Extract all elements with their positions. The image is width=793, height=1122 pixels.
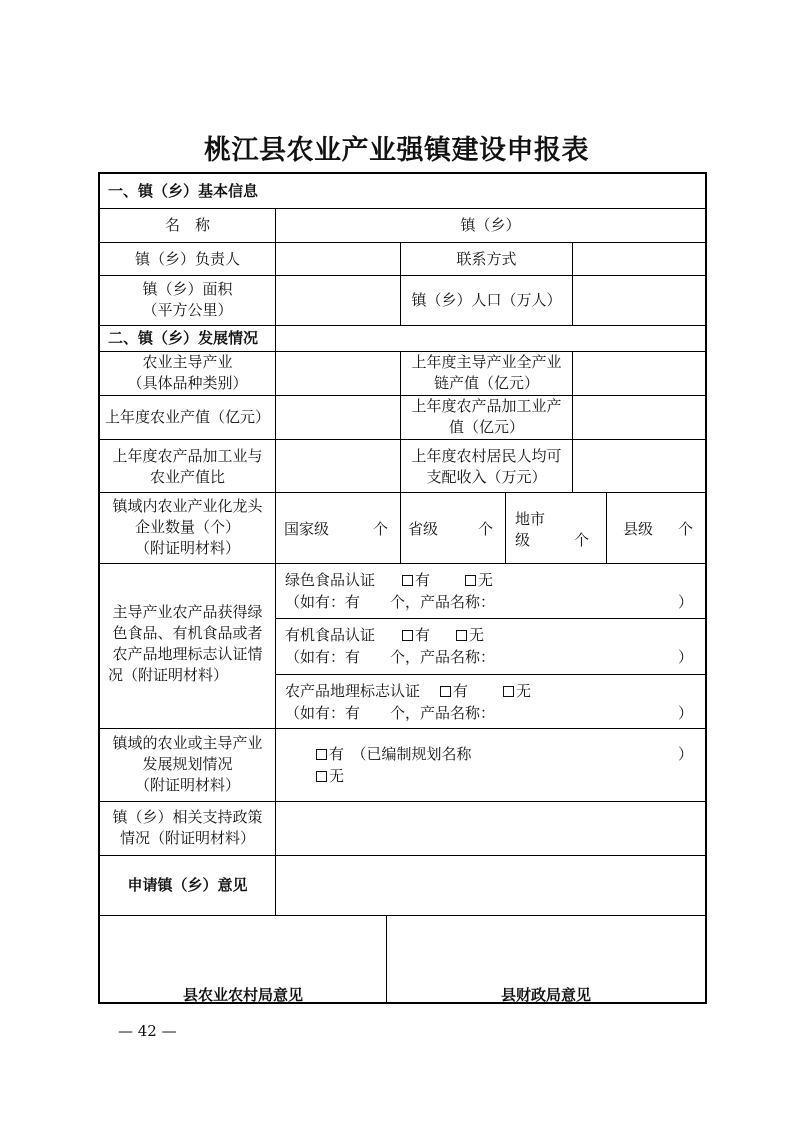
processing-output-sub: 值（亿元）	[448, 418, 524, 436]
row-divider	[100, 208, 705, 209]
form-title: 桃江县农业产业强镇建设申报表	[204, 135, 589, 166]
section-heading-development: 二、镇（乡）发展情况	[108, 329, 259, 347]
col-divider	[275, 208, 276, 915]
checkbox-icon[interactable]	[503, 686, 514, 697]
leading-enterprise-label: 镇域内农业产业化龙头	[112, 497, 263, 515]
dev-plan-label-2: 发展规划情况	[142, 755, 233, 773]
close-paren: ）	[678, 648, 694, 666]
dev-plan-yes-option[interactable]: 有 （已编制规划名称	[316, 744, 472, 765]
town-label: 镇（乡）	[460, 216, 521, 234]
national-unit: 个	[373, 520, 389, 538]
agri-bureau-opinion-label: 县农业农村局意见	[182, 986, 303, 1004]
chain-value-sub: 链产值（亿元）	[433, 374, 539, 392]
row-divider	[100, 801, 705, 802]
lead-industry-sub: （具体品种类别）	[127, 374, 248, 392]
row-divider	[100, 563, 705, 564]
row-divider	[275, 618, 705, 619]
dev-plan-no-option[interactable]: 无	[316, 766, 344, 787]
organic-food-no-option[interactable]: 无	[456, 625, 484, 646]
row-divider	[100, 325, 705, 326]
organic-food-detail: （如有：有 个，产品名称：	[285, 648, 496, 666]
certification-label-3: 农产品地理标志认证情	[112, 645, 263, 663]
town-leader-label: 镇（乡）负责人	[134, 250, 240, 268]
geo-mark-detail: （如有：有 个，产品名称：	[285, 704, 496, 722]
ratio-sub: 农业产值比	[149, 468, 225, 486]
green-food-yes-option[interactable]: 有	[402, 570, 430, 591]
provincial-level-label: 省级	[408, 520, 439, 538]
close-paren: ）	[678, 704, 694, 722]
page-number: — 42 —	[118, 1022, 177, 1040]
checkbox-icon[interactable]	[402, 575, 413, 586]
certification-label-2: 色食品、有机食品或者	[112, 624, 263, 642]
certification-label: 主导产业农产品获得绿	[112, 603, 263, 621]
green-food-label: 绿色食品认证	[285, 571, 376, 589]
row-divider	[100, 242, 705, 243]
national-level-label: 国家级	[284, 520, 330, 538]
checkbox-icon[interactable]	[456, 630, 467, 641]
section-heading-basic-info: 一、镇（乡）基本信息	[108, 182, 259, 200]
checkbox-icon[interactable]	[316, 771, 327, 782]
row-divider	[100, 915, 705, 916]
support-policy-note: 情况（附证明材料）	[119, 829, 255, 847]
certification-label-4: 况（附证明材料）	[108, 666, 229, 684]
dev-plan-label: 镇域的农业或主导产业	[112, 734, 263, 752]
city-level-label: 地市	[515, 510, 546, 528]
geo-mark-no-option[interactable]: 无	[503, 681, 531, 702]
support-policy-label: 镇（乡）相关支持政策	[112, 808, 263, 826]
checkbox-icon[interactable]	[402, 630, 413, 641]
green-food-detail: （如有：有 个，产品名称：	[285, 593, 496, 611]
col-divider	[400, 492, 401, 563]
city-level-label-2: 级	[515, 531, 531, 549]
income-sub: 支配收入（万元）	[426, 468, 547, 486]
town-area-label: 镇（乡）面积	[142, 280, 233, 298]
col-divider	[606, 492, 607, 563]
checkbox-icon[interactable]	[465, 575, 476, 586]
leading-enterprise-note: （附证明材料）	[134, 539, 240, 557]
town-area-unit: （平方公里）	[142, 301, 233, 319]
col-divider	[505, 492, 506, 563]
finance-bureau-opinion-label: 县财政局意见	[500, 986, 591, 1004]
income-label: 上年度农村居民人均可	[411, 447, 562, 465]
col-divider	[572, 351, 573, 492]
row-divider	[100, 275, 705, 276]
county-level-label: 县级	[623, 520, 654, 538]
row-divider	[275, 674, 705, 675]
row-divider	[100, 855, 705, 856]
organic-food-yes-option[interactable]: 有	[402, 625, 430, 646]
city-unit: 个	[574, 531, 590, 549]
population-label: 镇（乡）人口（万人）	[411, 291, 562, 309]
close-paren: ）	[678, 745, 694, 763]
organic-food-label: 有机食品认证	[285, 626, 376, 644]
lead-industry-label: 农业主导产业	[142, 353, 233, 371]
application-form-table	[98, 172, 707, 1004]
ratio-label: 上年度农产品加工业与	[112, 447, 263, 465]
geo-mark-yes-option[interactable]: 有	[440, 681, 468, 702]
dev-plan-note: （附证明材料）	[134, 776, 240, 794]
provincial-unit: 个	[478, 520, 494, 538]
county-unit: 个	[678, 520, 694, 538]
row-divider	[100, 728, 705, 729]
processing-output-label: 上年度农产品加工业产	[411, 397, 562, 415]
leading-enterprise-count: 企业数量（个）	[134, 518, 240, 536]
town-opinion-label: 申请镇（乡）意见	[127, 876, 248, 894]
green-food-no-option[interactable]: 无	[465, 570, 493, 591]
geo-mark-label: 农产品地理标志认证	[285, 682, 421, 700]
checkbox-icon[interactable]	[316, 749, 327, 760]
col-divider	[572, 242, 573, 325]
close-paren: ）	[678, 593, 694, 611]
row-divider	[100, 439, 705, 440]
chain-value-label: 上年度主导产业全产业	[411, 353, 562, 371]
agri-output-label: 上年度农业产值（亿元）	[104, 408, 270, 426]
contact-label: 联系方式	[456, 250, 517, 268]
row-divider	[100, 492, 705, 493]
name-label: 名 称	[164, 216, 210, 234]
checkbox-icon[interactable]	[440, 686, 451, 697]
